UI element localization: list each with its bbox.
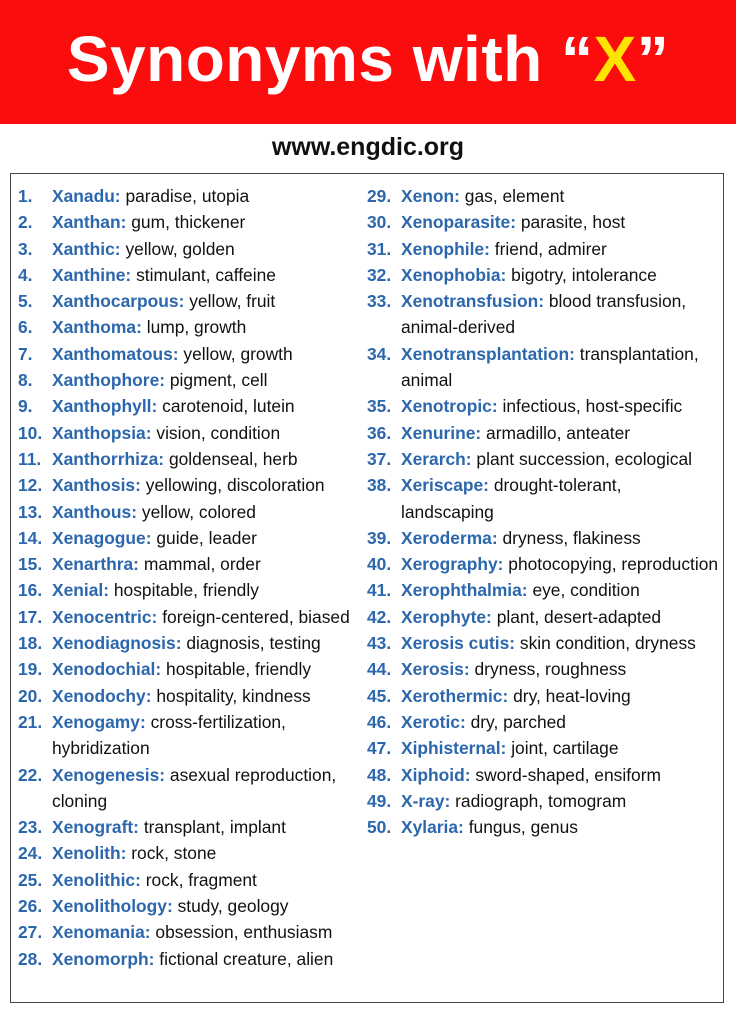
list-item (18, 209, 368, 235)
list-item (18, 262, 368, 288)
item-term: Xenial: (52, 580, 110, 601)
item-synonyms: armadillo, anteater (486, 422, 631, 443)
list-item (18, 472, 368, 498)
item-number: 36. (367, 422, 392, 443)
item-number: 6. (18, 317, 33, 338)
item-term: Xerarch: (401, 448, 472, 469)
item-term: Xenolithology: (52, 896, 173, 917)
item-synonyms: pigment, cell (169, 370, 268, 391)
list-item (18, 183, 368, 209)
item-synonyms: gum, thickener (131, 212, 246, 233)
list-item (367, 814, 719, 840)
item-synonyms: dry, parched (470, 711, 566, 732)
item-synonyms: infectious, host-specific (502, 396, 683, 417)
item-synonyms: yellow, golden (125, 238, 235, 259)
item-synonyms: gas, element (464, 186, 565, 206)
item-term: Xanadu: (52, 186, 121, 206)
item-term: Xerophthalmia: (401, 580, 528, 601)
item-synonyms: carotenoid, lutein (162, 396, 295, 417)
item-number: 42. (367, 606, 392, 627)
item-term: Xenotransfusion: (401, 291, 544, 312)
item-term: Xanthorrhiza: (52, 448, 165, 469)
item-synonyms: cross-fertilization, hybridization (52, 711, 286, 759)
item-term: Xenotropic: (401, 396, 498, 417)
item-synonyms: skin condition, dryness (519, 633, 696, 654)
item-synonyms: radiograph, tomogram (455, 790, 627, 811)
title-letter: X (593, 23, 637, 95)
item-term: Xiphoid: (401, 764, 471, 785)
title-prefix: Synonyms with (66, 23, 561, 95)
item-number: 9. (18, 396, 33, 417)
item-synonyms: eye, condition (532, 580, 640, 601)
item-term: Xerography: (401, 554, 504, 575)
item-synonyms: study, geology (177, 896, 289, 917)
item-synonyms: transplant, implant (143, 817, 286, 838)
item-term: Xenagogue: (52, 527, 152, 548)
item-number: 46. (367, 711, 392, 732)
item-number: 16. (18, 580, 43, 601)
item-term: Xanthophore: (52, 370, 166, 391)
item-number: 49. (367, 790, 392, 811)
list-item (367, 472, 719, 525)
list-item (18, 630, 368, 656)
list-item (18, 393, 368, 419)
synonym-list-right (367, 183, 719, 840)
item-synonyms: hospitable, friendly (166, 659, 312, 680)
item-synonyms: parasite, host (520, 212, 626, 233)
item-synonyms: obsession, enthusiasm (155, 922, 333, 943)
item-term: Xenolithic: (52, 869, 141, 890)
item-term: Xenon: (401, 186, 460, 206)
list-item (367, 420, 719, 446)
item-term: Xenoparasite: (401, 212, 517, 233)
item-term: Xenograft: (52, 817, 139, 838)
item-term: Xanthosis: (52, 475, 141, 496)
item-synonyms: asexual reproduction, cloning (52, 764, 337, 811)
item-synonyms: drought-tolerant, landscaping (401, 475, 622, 522)
list-item (18, 656, 368, 682)
item-term: Xeriscape: (401, 475, 489, 496)
item-term: X-ray: (401, 790, 451, 811)
list-item (367, 604, 719, 630)
item-number: 44. (367, 659, 392, 680)
list-item (367, 446, 719, 472)
item-synonyms: yellow, colored (141, 501, 256, 522)
item-number: 12. (18, 475, 43, 496)
item-synonyms: friend, admirer (494, 238, 607, 259)
item-term: Xanthomatous: (52, 343, 179, 364)
list-item (367, 577, 719, 603)
item-number: 31. (367, 238, 392, 259)
item-term: Xerophyte: (401, 606, 492, 627)
list-item (18, 341, 368, 367)
item-synonyms: yellow, growth (183, 343, 293, 364)
list-item (367, 551, 719, 577)
item-synonyms: mammal, order (143, 554, 261, 575)
item-term: Xenogenesis: (52, 764, 166, 785)
item-term: Xenodochy: (52, 685, 152, 706)
item-number: 2. (18, 212, 33, 233)
item-number: 29. (367, 186, 392, 206)
item-term: Xenotransplantation: (401, 343, 575, 364)
list-item (367, 209, 719, 235)
item-term: Xeroderma: (401, 527, 498, 548)
item-number: 50. (367, 817, 392, 838)
title-banner (0, 0, 736, 124)
list-item (18, 367, 368, 393)
item-synonyms: foreign-centered, biased (162, 606, 350, 627)
list-item (18, 919, 368, 945)
item-number: 40. (367, 554, 392, 575)
item-number: 47. (367, 738, 392, 759)
item-synonyms: guide, leader (156, 527, 257, 548)
item-term: Xenurine: (401, 422, 482, 443)
title-close-quote: ” (636, 23, 670, 95)
item-term: Xenolith: (52, 843, 127, 864)
list-item (18, 577, 368, 603)
item-number: 30. (367, 212, 392, 233)
item-term: Xenomorph: (52, 948, 155, 969)
item-number: 5. (18, 291, 33, 312)
page-title (67, 22, 669, 102)
item-number: 35. (367, 396, 392, 417)
item-synonyms: rock, stone (131, 843, 217, 864)
item-synonyms: hospitable, friendly (113, 580, 259, 601)
item-synonyms: sword-shaped, ensiform (475, 764, 661, 785)
item-number: 22. (18, 764, 43, 785)
list-item (367, 288, 719, 341)
item-synonyms: diagnosis, testing (186, 633, 321, 654)
item-term: Xenodiagnosis: (52, 633, 182, 654)
list-item (18, 551, 368, 577)
item-synonyms: plant succession, ecological (476, 448, 692, 469)
title-open-quote: “ (561, 23, 594, 95)
item-term: Xenogamy: (52, 711, 146, 732)
synonym-list-left (18, 183, 368, 972)
item-number: 1. (18, 186, 33, 206)
item-number: 33. (367, 291, 392, 312)
list-item (367, 762, 719, 788)
item-number: 15. (18, 554, 43, 575)
list-item (18, 420, 368, 446)
item-synonyms: fictional creature, alien (159, 948, 334, 969)
item-number: 28. (18, 948, 43, 969)
item-term: Xanthocarpous: (52, 291, 185, 312)
item-number: 45. (367, 685, 392, 706)
item-term: Xanthic: (52, 238, 121, 259)
list-item (367, 656, 719, 682)
item-number: 10. (18, 422, 43, 443)
item-number: 19. (18, 659, 43, 680)
item-term: Xenophobia: (401, 264, 507, 285)
item-number: 48. (367, 764, 392, 785)
item-number: 43. (367, 633, 392, 654)
item-term: Xenocentric: (52, 606, 158, 627)
item-number: 37. (367, 448, 392, 469)
item-number: 20. (18, 685, 43, 706)
item-synonyms: dryness, flakiness (502, 527, 641, 548)
item-term: Xanthine: (52, 264, 132, 285)
item-term: Xerosis: (401, 659, 470, 680)
item-number: 13. (18, 501, 43, 522)
item-number: 39. (367, 527, 392, 548)
item-number: 38. (367, 475, 392, 496)
item-synonyms: fungus, genus (468, 817, 578, 838)
item-number: 27. (18, 922, 43, 943)
item-term: Xerosis cutis: (401, 633, 516, 654)
item-number: 11. (18, 448, 42, 469)
item-term: Xerotic: (401, 711, 466, 732)
item-term: Xanthophyll: (52, 396, 158, 417)
item-synonyms: joint, cartilage (511, 738, 619, 759)
list-item (18, 499, 368, 525)
list-item (18, 525, 368, 551)
item-number: 4. (18, 264, 33, 285)
item-number: 41. (367, 580, 392, 601)
item-synonyms: goldenseal, herb (168, 448, 298, 469)
item-term: Xanthopsia: (52, 422, 152, 443)
item-number: 25. (18, 869, 43, 890)
list-item (367, 262, 719, 288)
list-item (367, 525, 719, 551)
item-term: Xenophile: (401, 238, 490, 259)
item-synonyms: yellow, fruit (189, 291, 276, 312)
list-item (367, 735, 719, 761)
item-number: 24. (18, 843, 43, 864)
list-item (367, 393, 719, 419)
item-synonyms: bigotry, intolerance (511, 264, 657, 285)
list-item (18, 840, 368, 866)
list-item (367, 788, 719, 814)
list-item (18, 893, 368, 919)
item-synonyms: stimulant, caffeine (136, 264, 276, 285)
item-number: 3. (18, 238, 33, 259)
list-item (367, 709, 719, 735)
list-item (367, 630, 719, 656)
item-synonyms: blood transfusion, animal-derived (401, 291, 687, 338)
list-item (367, 683, 719, 709)
item-number: 32. (367, 264, 392, 285)
item-synonyms: transplantation, animal (401, 343, 699, 391)
item-term: Xylaria: (401, 817, 464, 838)
item-term: Xenodochial: (52, 659, 162, 680)
item-synonyms: photocopying, reproduction (508, 554, 719, 575)
item-synonyms: vision, condition (156, 422, 281, 443)
item-term: Xenarthra: (52, 554, 139, 575)
item-number: 18. (18, 633, 43, 654)
list-item (18, 946, 368, 972)
item-term: Xiphisternal: (401, 738, 507, 759)
item-term: Xanthan: (52, 212, 127, 233)
item-number: 26. (18, 896, 43, 917)
item-synonyms: plant, desert-adapted (496, 606, 662, 627)
item-number: 17. (18, 606, 43, 627)
list-item (367, 341, 719, 394)
list-item (367, 236, 719, 262)
item-synonyms: lump, growth (146, 317, 247, 338)
list-item (18, 288, 368, 314)
list-item (18, 814, 368, 840)
list-item (367, 183, 719, 209)
item-synonyms: dryness, roughness (474, 659, 627, 680)
site-url: www.engdic.org (271, 133, 465, 161)
list-item (18, 446, 368, 472)
item-synonyms: rock, fragment (145, 869, 257, 890)
list-item (18, 709, 368, 762)
item-synonyms: hospitality, kindness (156, 685, 311, 706)
list-item (18, 867, 368, 893)
item-number: 7. (18, 343, 33, 364)
item-synonyms: yellowing, discoloration (145, 475, 325, 496)
item-synonyms: dry, heat-loving (513, 685, 631, 706)
item-term: Xanthous: (52, 501, 138, 522)
item-number: 21. (18, 711, 43, 732)
item-number: 23. (18, 817, 43, 838)
item-number: 8. (18, 370, 33, 391)
item-term: Xanthoma: (52, 317, 142, 338)
list-item (18, 236, 368, 262)
item-term: Xenomania: (52, 922, 151, 943)
item-term: Xerothermic: (401, 685, 509, 706)
item-number: 34. (367, 343, 392, 364)
list-item (18, 762, 368, 815)
list-item (18, 604, 368, 630)
list-item (18, 683, 368, 709)
item-number: 14. (18, 527, 43, 548)
list-item (18, 314, 368, 340)
item-synonyms: paradise, utopia (125, 186, 250, 206)
